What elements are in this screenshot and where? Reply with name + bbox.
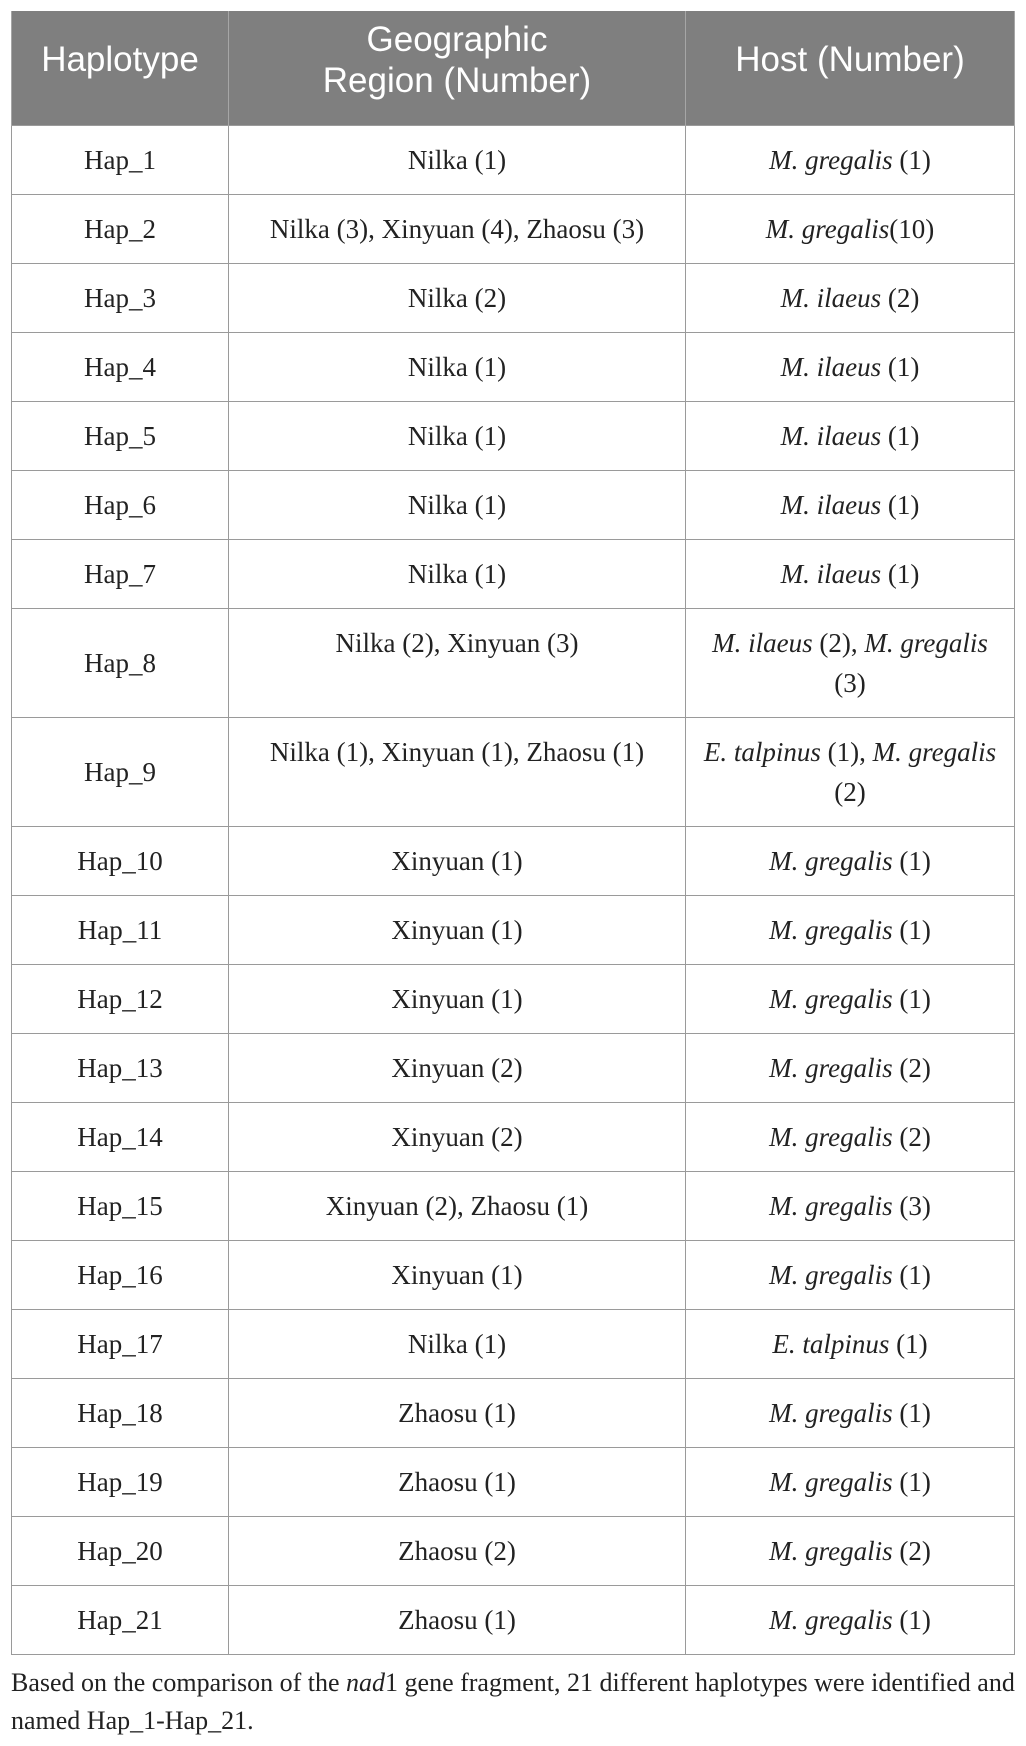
cell-haplotype: Hap_15: [12, 1171, 229, 1240]
cell-region: Nilka (1): [229, 1309, 686, 1378]
host-count: (2): [892, 1535, 931, 1566]
cell-host: [686, 194, 1015, 263]
host-name: M. ilaeus: [780, 489, 882, 520]
cell-host: [686, 1309, 1015, 1378]
cell-host: [686, 401, 1015, 470]
cell-region: Nilka (1), Xinyuan (1), Zhaosu (1): [229, 717, 686, 826]
cell-haplotype: Hap_21: [12, 1585, 229, 1654]
cell-host: [686, 1102, 1015, 1171]
cell-haplotype: Hap_8: [12, 608, 229, 717]
host-name: M. gregalis: [769, 1397, 893, 1428]
table-row: [12, 1585, 1015, 1654]
table-row: [12, 826, 1015, 895]
table-row: [12, 332, 1015, 401]
table-row: [12, 125, 1015, 194]
cell-host: [686, 539, 1015, 608]
cell-region: Xinyuan (1): [229, 1240, 686, 1309]
host-count: (1): [892, 1604, 931, 1635]
host-name: M. gregalis: [872, 736, 997, 767]
cell-host: [686, 964, 1015, 1033]
cell-region: Nilka (2), Xinyuan (3): [229, 608, 686, 717]
host-name: M. gregalis: [769, 1052, 893, 1083]
host-name: M. gregalis: [864, 627, 988, 658]
cell-region: Nilka (1): [229, 332, 686, 401]
host-name: E. talpinus: [703, 736, 821, 767]
cell-host: [686, 826, 1015, 895]
cell-haplotype: Hap_13: [12, 1033, 229, 1102]
cell-haplotype: Hap_16: [12, 1240, 229, 1309]
cell-haplotype: Hap_17: [12, 1309, 229, 1378]
caption-before: Based on the comparison of the: [11, 1668, 347, 1697]
cell-region: Zhaosu (1): [229, 1585, 686, 1654]
host-count: (3): [834, 667, 866, 698]
host-count: (1): [881, 489, 920, 520]
cell-host: [686, 1378, 1015, 1447]
host-count: (1): [892, 144, 931, 175]
cell-region: Zhaosu (1): [229, 1378, 686, 1447]
table-row: [12, 1516, 1015, 1585]
host-count: (2): [834, 776, 866, 807]
table-row: [12, 470, 1015, 539]
host-count: (1): [889, 1328, 928, 1359]
host-name: M. gregalis: [769, 1604, 893, 1635]
table-row: [12, 1102, 1015, 1171]
cell-region: Nilka (1): [229, 539, 686, 608]
header-row: [12, 11, 1015, 125]
cell-host: [686, 1240, 1015, 1309]
cell-haplotype: Hap_9: [12, 717, 229, 826]
cell-haplotype: Hap_18: [12, 1378, 229, 1447]
table-body: [12, 125, 1015, 1654]
host-count: (1): [892, 983, 931, 1014]
header-region-line2: Region (Number): [322, 60, 592, 100]
host-count: (1): [892, 1466, 931, 1497]
host-count: (3): [892, 1190, 931, 1221]
cell-region: Xinyuan (1): [229, 826, 686, 895]
host-count: (1): [881, 351, 920, 382]
table-row: [12, 401, 1015, 470]
cell-haplotype: Hap_12: [12, 964, 229, 1033]
host-name: M. gregalis: [769, 1535, 893, 1566]
cell-region: Xinyuan (1): [229, 964, 686, 1033]
cell-host: [686, 1447, 1015, 1516]
header-host-label: Host (Number): [735, 40, 965, 80]
cell-haplotype: Hap_14: [12, 1102, 229, 1171]
cell-region: Nilka (3), Xinyuan (4), Zhaosu (3): [229, 194, 686, 263]
host-count: (1): [892, 1397, 931, 1428]
host-name: M. ilaeus: [780, 558, 882, 589]
cell-host: [686, 1516, 1015, 1585]
table-row: [12, 539, 1015, 608]
cell-haplotype: Hap_6: [12, 470, 229, 539]
cell-region: Nilka (1): [229, 470, 686, 539]
cell-host: [686, 895, 1015, 964]
table-row: [12, 1309, 1015, 1378]
cell-host: [686, 263, 1015, 332]
cell-host: [686, 717, 1015, 826]
host-name: M. gregalis: [765, 213, 890, 244]
cell-region: Zhaosu (1): [229, 1447, 686, 1516]
host-count: (1): [881, 420, 920, 451]
cell-haplotype: Hap_3: [12, 263, 229, 332]
cell-haplotype: Hap_4: [12, 332, 229, 401]
cell-haplotype: Hap_20: [12, 1516, 229, 1585]
host-count: (2): [892, 1121, 931, 1152]
cell-host: [686, 608, 1015, 717]
cell-host: [686, 470, 1015, 539]
table-row: [12, 1378, 1015, 1447]
host-count: (2),: [812, 627, 865, 658]
cell-host: [686, 125, 1015, 194]
host-count: (1): [892, 845, 931, 876]
host-name: M. ilaeus: [780, 420, 882, 451]
cell-host: [686, 1033, 1015, 1102]
header-host: [686, 11, 1015, 125]
cell-haplotype: Hap_19: [12, 1447, 229, 1516]
caption-gene: nad: [346, 1668, 386, 1697]
caption-after: 1 gene fragment, 21 different haplotypes were identified and named Hap_1-Hap_21.: [11, 1668, 1015, 1735]
cell-region: Xinyuan (2), Zhaosu (1): [229, 1171, 686, 1240]
cell-haplotype: Hap_10: [12, 826, 229, 895]
cell-region: Nilka (1): [229, 401, 686, 470]
cell-region: Nilka (2): [229, 263, 686, 332]
table-row: [12, 1240, 1015, 1309]
cell-region: Zhaosu (2): [229, 1516, 686, 1585]
header-region-label: [239, 19, 675, 101]
cell-region: Xinyuan (2): [229, 1102, 686, 1171]
host-name: M. gregalis: [769, 1259, 893, 1290]
header-region-line1: Geographic: [366, 19, 548, 59]
cell-haplotype: Hap_5: [12, 401, 229, 470]
table-row: [12, 964, 1015, 1033]
host-count: (2): [892, 1052, 931, 1083]
host-name: M. gregalis: [769, 983, 893, 1014]
host-name: M. gregalis: [769, 144, 893, 175]
table-row: [12, 263, 1015, 332]
header-haplotype-label: Haplotype: [41, 40, 199, 80]
table-row: [12, 895, 1015, 964]
header-haplotype: [12, 11, 229, 125]
host-name: M. gregalis: [769, 914, 893, 945]
host-name: M. gregalis: [769, 1190, 893, 1221]
cell-region: Xinyuan (2): [229, 1033, 686, 1102]
cell-host: [686, 332, 1015, 401]
table-row: [12, 1033, 1015, 1102]
table-row: [12, 1171, 1015, 1240]
cell-haplotype: Hap_1: [12, 125, 229, 194]
table-row: [12, 1447, 1015, 1516]
host-count: (1),: [820, 736, 873, 767]
cell-region: Xinyuan (1): [229, 895, 686, 964]
header-region: [229, 11, 686, 125]
host-name: E. talpinus: [772, 1328, 890, 1359]
host-count: (2): [881, 282, 920, 313]
haplotype-table-container: [11, 11, 1014, 1655]
cell-haplotype: Hap_7: [12, 539, 229, 608]
host-count: (10): [889, 213, 935, 244]
host-name: M. ilaeus: [780, 282, 882, 313]
host-name: M. ilaeus: [780, 351, 882, 382]
host-name: M. gregalis: [769, 1121, 893, 1152]
cell-haplotype: Hap_11: [12, 895, 229, 964]
cell-region: Nilka (1): [229, 125, 686, 194]
host-name: M. ilaeus: [712, 627, 813, 658]
cell-haplotype: Hap_2: [12, 194, 229, 263]
host-count: (1): [892, 1259, 931, 1290]
table-row: [12, 608, 1015, 717]
haplotype-table: [11, 11, 1015, 1655]
host-name: M. gregalis: [769, 1466, 893, 1497]
cell-host: [686, 1171, 1015, 1240]
table-caption: [11, 1664, 1019, 1740]
table-header: [12, 11, 1015, 125]
table-row: [12, 717, 1015, 826]
cell-host: [686, 1585, 1015, 1654]
host-count: (1): [881, 558, 920, 589]
host-name: M. gregalis: [769, 845, 893, 876]
table-row: [12, 194, 1015, 263]
host-count: (1): [892, 914, 931, 945]
